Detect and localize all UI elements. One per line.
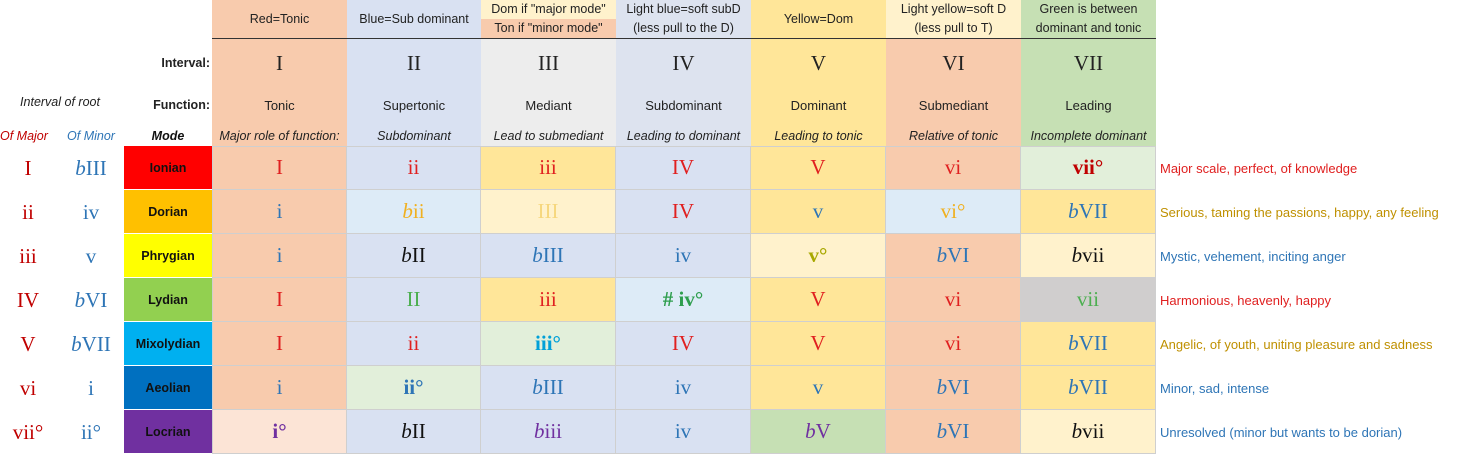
interval-header-1: I xyxy=(276,50,283,75)
minor-interval: b VII xyxy=(71,331,111,356)
legend-tonic: Red=Tonic xyxy=(249,12,310,26)
flat-symbol: b xyxy=(401,419,412,443)
chord-cell: b III xyxy=(481,366,616,410)
chord-cell: i xyxy=(212,234,347,278)
flat-symbol: b xyxy=(74,287,86,312)
major-interval: V xyxy=(20,331,36,356)
interval-header-4: IV xyxy=(672,50,695,75)
major-interval: vii° xyxy=(12,419,44,444)
function-header-6: Submediant xyxy=(918,97,989,113)
header-rule xyxy=(212,38,1156,39)
flat-symbol: b xyxy=(402,199,413,223)
chord-cell: vi° xyxy=(886,190,1021,234)
flat-symbol: b xyxy=(532,375,543,399)
legend-leading xyxy=(1021,0,1156,38)
legend-leading-line1: Green is between xyxy=(1039,2,1138,16)
chord-cell: ii xyxy=(347,146,481,190)
legend-mediant-line1: Dom if "major mode" xyxy=(491,2,606,16)
mode-description: Unresolved (minor but wants to be dorian) xyxy=(1160,424,1403,440)
interval-header-2: II xyxy=(407,50,421,75)
chord-cell: b vii xyxy=(1021,234,1156,278)
legend-mediant-line2: Ton if "minor mode" xyxy=(494,21,603,35)
chord-cell: IV xyxy=(616,322,751,366)
chord-cell: b VII xyxy=(1021,366,1156,410)
chord-cell: b V xyxy=(751,410,886,454)
chord-cell: iii xyxy=(481,278,616,322)
legend-soft-d-line1: Light yellow=soft D xyxy=(900,2,1007,16)
legend-soft-subd-line1: Light blue=soft subD xyxy=(626,2,741,16)
role-header-4: Leading to dominant xyxy=(626,129,741,143)
chord-cell: IV xyxy=(616,190,751,234)
chord-cell: b vii xyxy=(1021,410,1156,454)
function-header-2: Supertonic xyxy=(382,97,446,113)
chord-cell: i° xyxy=(212,410,347,454)
interval-of-root-label: Interval of root xyxy=(20,95,100,109)
chord-cell: iii xyxy=(481,146,616,190)
legend-dominant: Yellow=Dom xyxy=(783,12,854,26)
mode-description: Mystic, vehement, inciting anger xyxy=(1160,248,1346,264)
flat-symbol: b xyxy=(1068,331,1079,355)
legend-soft-subdominant xyxy=(616,0,751,38)
chord-cell: ii° xyxy=(347,366,481,410)
chord-cell: ii xyxy=(347,322,481,366)
mode-description: Angelic, of youth, uniting pleasure and sadness xyxy=(1160,336,1433,352)
chord-cell: b VI xyxy=(886,366,1021,410)
flat-symbol: b xyxy=(1071,419,1083,443)
flat-symbol: b xyxy=(75,155,86,180)
function-header-1: Tonic xyxy=(264,97,295,113)
mode-description: Harmonious, heavenly, happy xyxy=(1160,292,1332,308)
chord-cell: v° xyxy=(751,234,886,278)
mode-description: Major scale, perfect, of knowledge xyxy=(1160,160,1358,176)
function-header-4: Subdominant xyxy=(645,97,722,113)
of-minor-label: Of Minor xyxy=(67,129,115,143)
role-header-7: Incomplete dominant xyxy=(1030,129,1147,143)
function-header-5: Dominant xyxy=(790,97,847,113)
chord-cell: I xyxy=(212,322,347,366)
chord-cell: vii° xyxy=(1021,146,1156,190)
interval-header-5: V xyxy=(810,50,827,75)
legend-subdominant: Blue=Sub dominant xyxy=(359,12,469,26)
function-header-3: Mediant xyxy=(525,97,572,113)
minor-interval: iv xyxy=(82,199,100,224)
function-header-7: Leading xyxy=(1065,97,1112,113)
flat-symbol: b xyxy=(936,243,948,267)
flat-symbol: b xyxy=(401,243,412,267)
major-interval: I xyxy=(24,155,32,180)
interval-header-7: VII xyxy=(1073,50,1104,75)
role-header-5: Leading to tonic xyxy=(774,129,863,143)
chord-cell: b III xyxy=(481,234,616,278)
chord-cell: b VI xyxy=(886,410,1021,454)
mode-locrian: Locrian xyxy=(124,410,212,454)
mode-description: Serious, taming the passions, happy, any feeling xyxy=(1160,204,1439,220)
role-header-3: Lead to submediant xyxy=(493,129,604,143)
role-header-2: Subdominant xyxy=(377,129,451,143)
chord-cell: iv xyxy=(616,366,751,410)
interval-header-6: VI xyxy=(942,50,965,75)
chord-cell: V xyxy=(751,278,886,322)
mode-ionian: Ionian xyxy=(124,146,212,190)
chord-cell: I xyxy=(212,146,347,190)
chord-cell: vii xyxy=(1021,278,1156,322)
chord-cell: iv xyxy=(616,234,751,278)
legend-mediant xyxy=(481,0,616,38)
flat-symbol: b xyxy=(533,419,545,443)
chord-cell: b ii xyxy=(347,190,481,234)
flat-symbol: b xyxy=(936,419,948,443)
chord-cell: b VI xyxy=(886,234,1021,278)
chord-cell: i xyxy=(212,366,347,410)
flat-symbol: b xyxy=(936,375,948,399)
role-header-6: Relative of tonic xyxy=(909,129,998,143)
mode-phrygian: Phrygian xyxy=(124,234,212,278)
flat-symbol: b xyxy=(805,419,816,443)
chord-cell: I xyxy=(212,278,347,322)
chord-cell: iv xyxy=(616,410,751,454)
chord-cell: V xyxy=(751,322,886,366)
chord-cell: iii° xyxy=(481,322,616,366)
flat-symbol: b xyxy=(1068,375,1079,399)
mode-dorian: Dorian xyxy=(124,190,212,234)
chord-cell: v xyxy=(751,366,886,410)
major-interval: iii xyxy=(19,243,37,268)
chord-cell: vi xyxy=(886,322,1021,366)
chord-cell: i xyxy=(212,190,347,234)
minor-interval: i xyxy=(88,375,94,400)
chord-cell: b II xyxy=(347,234,481,278)
legend-leading-line2: dominant and tonic xyxy=(1035,21,1142,35)
chord-cell: vi xyxy=(886,146,1021,190)
flat-symbol: b xyxy=(532,243,543,267)
interval-label: Interval: xyxy=(161,56,210,70)
chord-cell: v xyxy=(751,190,886,234)
major-interval: vi xyxy=(19,375,37,400)
interval-header-3: III xyxy=(538,50,559,75)
chord-cell: vi xyxy=(886,278,1021,322)
chord-cell: III xyxy=(481,190,616,234)
chord-cell: II xyxy=(347,278,481,322)
function-label: Function: xyxy=(153,98,210,112)
minor-interval: b III xyxy=(75,155,107,180)
legend-soft-dominant xyxy=(886,0,1021,38)
chord-cell: IV xyxy=(616,146,751,190)
major-role-label: Major role of function: xyxy=(219,129,340,143)
flat-symbol: b xyxy=(1071,243,1083,267)
mode-mixolydian: Mixolydian xyxy=(124,322,212,366)
chord-cell: # iv° xyxy=(616,278,751,322)
flat-symbol: b xyxy=(1068,199,1079,223)
major-interval: ii xyxy=(22,199,34,224)
legend-soft-subd-line2: (less pull to the D) xyxy=(633,21,734,35)
chord-cell: b iii xyxy=(481,410,616,454)
mode-aeolian: Aeolian xyxy=(124,366,212,410)
mode-lydian: Lydian xyxy=(124,278,212,322)
mode-label: Mode xyxy=(151,129,185,143)
of-major-label: Of Major xyxy=(0,129,48,143)
legend-soft-d-line2: (less pull to T) xyxy=(914,21,993,35)
chord-cell: b VII xyxy=(1021,322,1156,366)
table-top-border xyxy=(212,146,1156,147)
mode-description: Minor, sad, intense xyxy=(1160,380,1270,396)
chord-cell: V xyxy=(751,146,886,190)
minor-interval: ii° xyxy=(80,419,102,444)
flat-symbol: b xyxy=(71,331,82,356)
chord-cell: b II xyxy=(347,410,481,454)
minor-interval: b VI xyxy=(74,287,108,312)
chord-cell: b VII xyxy=(1021,190,1156,234)
minor-interval: v xyxy=(85,243,97,268)
major-interval: IV xyxy=(16,287,40,312)
